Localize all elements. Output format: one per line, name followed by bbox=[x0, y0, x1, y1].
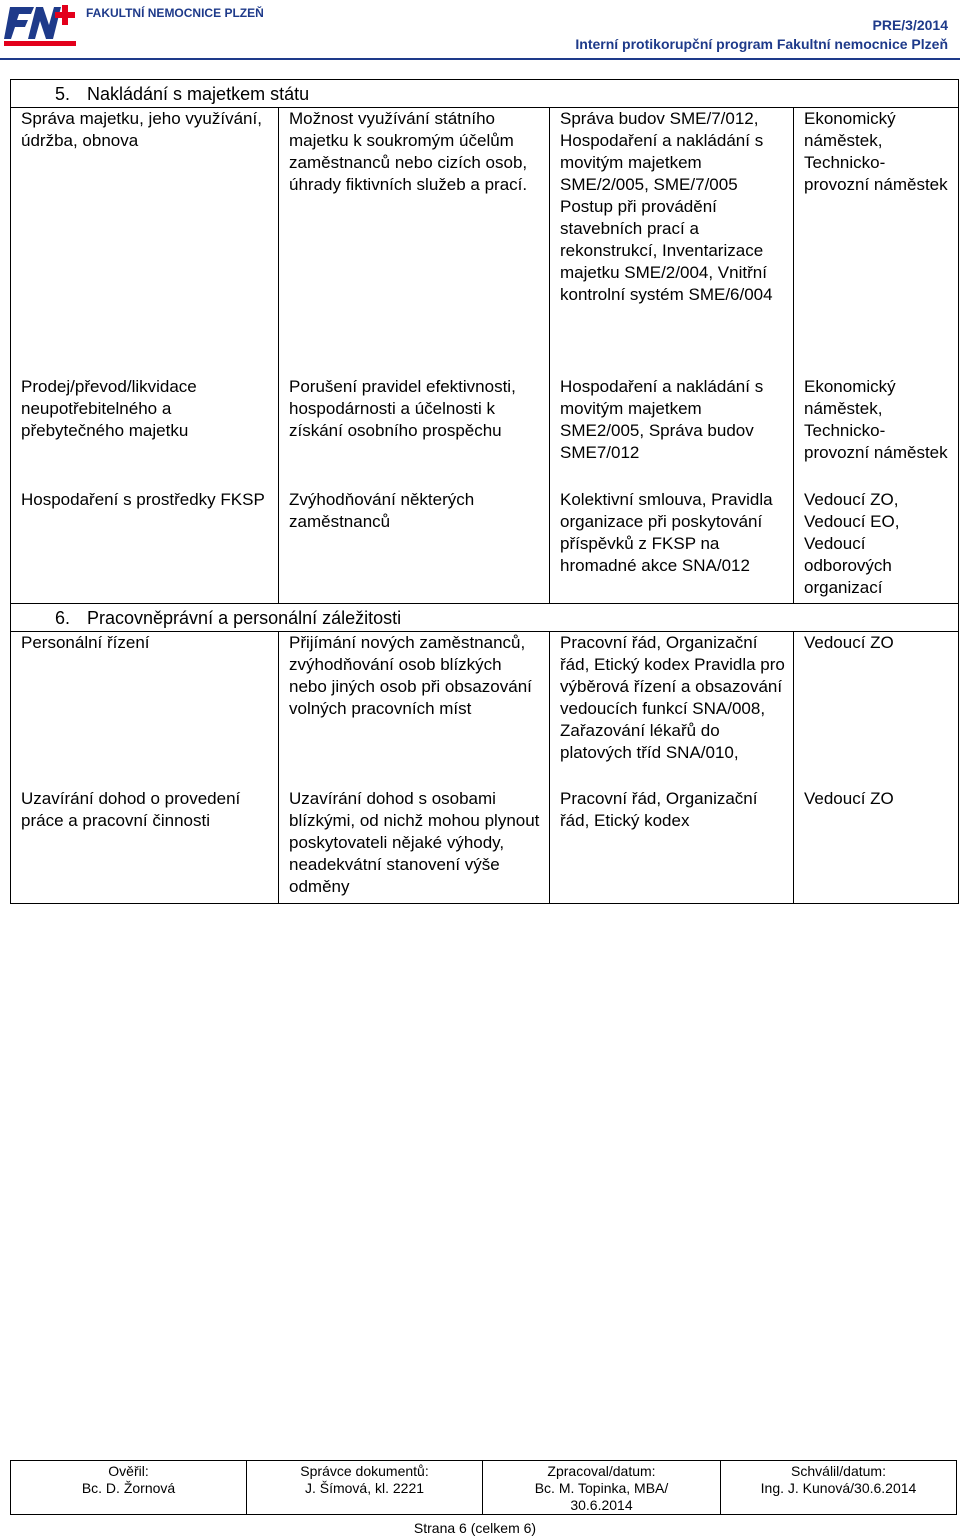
area-cell: Hospodaření s prostředky FKSP bbox=[11, 489, 279, 604]
responsible-cell: Vedoucí ZO bbox=[794, 788, 959, 903]
documents-cell: Kolektivní smlouva, Pravidla organizace při poskytování příspěvků z FKSP na hromadné akce SNA/012 bbox=[550, 489, 794, 604]
page-number: Strana 6 (celkem 6) bbox=[413, 1520, 537, 1536]
document-title: Interní protikorupční program Fakultní nemocnice Plzeň bbox=[575, 36, 948, 52]
prepared-by-cell: Zpracoval/datum: Bc. M. Topinka, MBA/ 30.6.2014 bbox=[483, 1461, 721, 1515]
documents-cell: Správa budov SME/7/012, Hospodaření a nakládání s movitým majetkem SME/2/005, SME/7/005 Postup při provádění stavebních prací a rekonstrukcí, Inventarizace majetku SME/2/004, Vnitřní kontrolní systém SME/6/004 bbox=[550, 108, 794, 376]
section-title: 6. Pracovněprávní a personální záležitosti bbox=[11, 603, 959, 631]
area-cell: Personální řízení bbox=[11, 631, 279, 788]
table-row bbox=[11, 108, 959, 376]
risk-cell: Uzavírání dohod s osobami blízkými, od nichž mohou plynout poskytovateli nějaké výhody, neadekvátní stanovení výše odměny bbox=[279, 788, 550, 903]
table-row bbox=[11, 788, 959, 903]
documents-cell: Hospodaření a nakládání s movitým majetkem SME2/005, Správa budov SME7/012 bbox=[550, 376, 794, 489]
hospital-name: FAKULTNÍ NEMOCNICE PLZEŇ bbox=[86, 6, 264, 20]
table-row bbox=[11, 376, 959, 489]
area-cell: Uzavírání dohod o provedení práce a pracovní činnosti bbox=[11, 788, 279, 903]
risk-cell: Možnost využívání státního majetku k soukromým účelům zaměstnanců nebo cizích osob, úhrady fiktivních služeb a prací. bbox=[279, 108, 550, 376]
document-code: PRE/3/2014 bbox=[872, 17, 948, 33]
table-row bbox=[11, 489, 959, 604]
risk-table bbox=[10, 79, 959, 904]
responsible-cell: Ekonomický náměstek, Technicko-provozní náměstek bbox=[794, 108, 959, 376]
responsible-cell: Ekonomický náměstek, Technicko-provozní náměstek bbox=[794, 376, 959, 489]
documents-cell: Pracovní řád, Organizační řád, Etický kodex bbox=[550, 788, 794, 903]
fn-logo-icon bbox=[4, 3, 80, 47]
verified-by-cell: Ověřil: Bc. D. Žornová bbox=[11, 1461, 247, 1515]
section-title: 5. Nakládání s majetkem státu bbox=[11, 80, 959, 108]
section-header-row bbox=[11, 603, 959, 631]
area-cell: Prodej/převod/likvidace neupotřebitelného a přebytečného majetku bbox=[11, 376, 279, 489]
risk-cell: Porušení pravidel efektivnosti, hospodárnosti a účelnosti k získání osobního prospěchu bbox=[279, 376, 550, 489]
table-row bbox=[11, 631, 959, 788]
approval-footer-table bbox=[10, 1460, 957, 1515]
risk-cell: Zvýhodňování některých zaměstnanců bbox=[279, 489, 550, 604]
document-header bbox=[0, 0, 960, 60]
approved-by-cell: Schválil/datum: Ing. J. Kunová/30.6.2014 bbox=[721, 1461, 957, 1515]
approval-row bbox=[11, 1461, 957, 1515]
responsible-cell: Vedoucí ZO bbox=[794, 631, 959, 788]
header-divider bbox=[0, 58, 960, 60]
documents-cell: Pracovní řád, Organizační řád, Etický kodex Pravidla pro výběrová řízení a obsazování vedoucích funkcí SNA/008, Zařazování lékařů do platových tříd SNA/010, bbox=[550, 631, 794, 788]
area-cell: Správa majetku, jeho využívání, údržba, obnova bbox=[11, 108, 279, 376]
responsible-cell: Vedoucí ZO, Vedoucí EO, Vedoucí odborových organizací bbox=[794, 489, 959, 604]
document-manager-cell: Správce dokumentů: J. Šímová, kl. 2221 bbox=[247, 1461, 483, 1515]
risk-cell: Přijímání nových zaměstnanců, zvýhodňování osob blízkých nebo jiných osob při obsazování volných pracovních míst bbox=[279, 631, 550, 788]
section-header-row bbox=[11, 80, 959, 108]
